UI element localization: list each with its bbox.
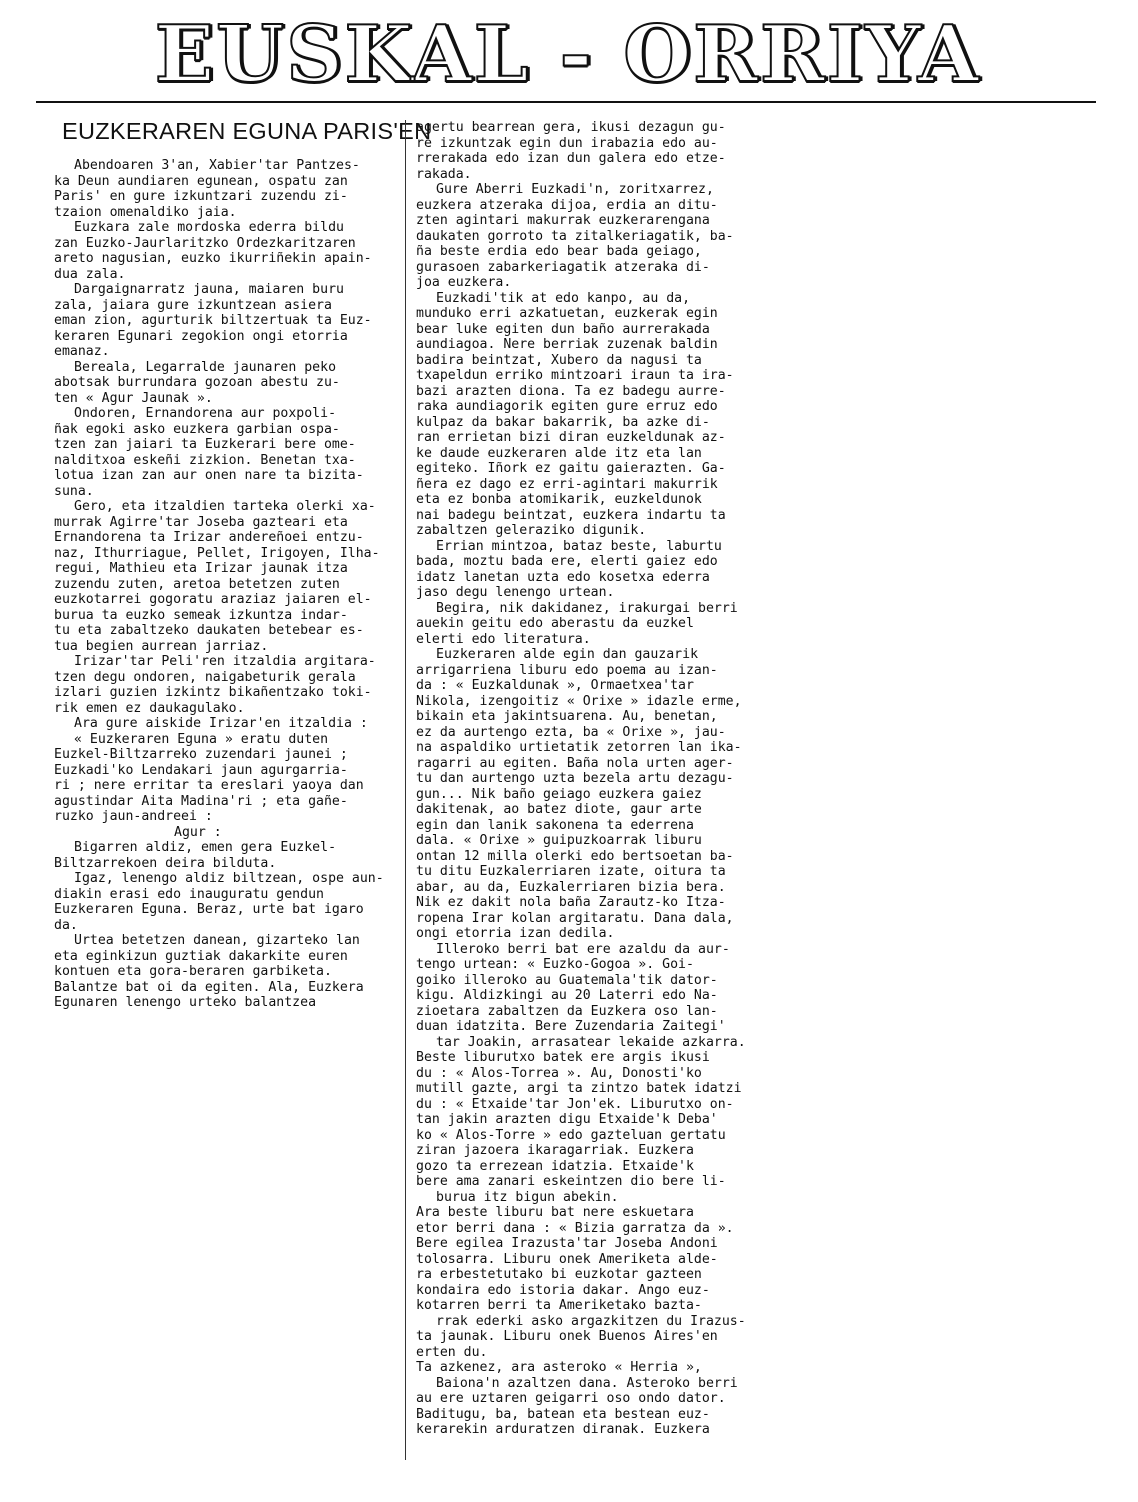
text-line: jaso degu lenengo urtean. bbox=[416, 585, 615, 600]
text-line: tar Joakin, arrasatear lekaide azkarra. bbox=[436, 1034, 746, 1050]
text-line: Gero, eta itzaldien tarteka olerki xa- bbox=[74, 499, 376, 514]
text-line: Bere egilea Irazusta'tar Joseba Andoni bbox=[416, 1236, 718, 1251]
text-line: Euzkeraren Eguna. Beraz, urte bat igaro bbox=[54, 902, 364, 917]
text-line: zuzendu zuten, aretoa betetzen zuten bbox=[54, 576, 340, 592]
text-line: kondaira edo istoria dakar. Ango euz- bbox=[416, 1282, 710, 1298]
text-line: agertu bearrean gera, ikusi dezagun gu- bbox=[416, 120, 726, 135]
text-line: nai badegu beintzat, euzkera indartu ta bbox=[416, 507, 726, 523]
text-line: rrak ederki asko argazkitzen du Irazus- bbox=[436, 1313, 746, 1329]
text-line: duan idatzita. Bere Zuzendaria Zaitegi' bbox=[416, 1019, 726, 1034]
text-line: idatz lanetan uzta edo kosetxa ederra bbox=[416, 569, 710, 585]
left-column-text bbox=[54, 158, 390, 1011]
text-line: na aspaldiko urtietatik zetorren lan ika- bbox=[416, 740, 742, 755]
text-line: erten du. bbox=[416, 1344, 488, 1360]
text-line: diakin erasi edo inauguratu gendun bbox=[54, 886, 324, 902]
text-line: ke daude euzkeraren alde itz eta lan bbox=[416, 445, 702, 461]
text-line: Abendoaren 3'an, Xabier'tar Pantzes- bbox=[74, 158, 360, 173]
text-line: joa euzkera. bbox=[416, 275, 512, 290]
text-line: ta jaunak. Liburu onek Buenos Aires'en bbox=[416, 1329, 718, 1344]
text-line: re izkuntzak egin dun irabazia edo au- bbox=[416, 135, 718, 151]
text-line: kerarekin arduratzen diranak. Euzkera bbox=[416, 1422, 710, 1437]
text-line: goiko illeroko au Guatemala'tik dator- bbox=[416, 972, 718, 988]
text-line: munduko erri azkatuetan, euzkerak egin bbox=[416, 306, 718, 321]
masthead-title: EUSKAL - ORRIYA bbox=[154, 9, 981, 100]
text-line: Ara beste liburu bat nere eskuetara bbox=[416, 1205, 694, 1220]
text-line: badira beintzat, Xubero da nagusi ta bbox=[416, 352, 702, 368]
text-line: burua ta euzko semeak izkuntza indar- bbox=[54, 607, 348, 623]
text-line: ko « Alos-Torre » edo gazteluan gertatu bbox=[416, 1127, 726, 1143]
text-line: regui, Mathieu eta Irizar jaunak itza bbox=[54, 561, 348, 576]
text-line: auekin geitu edo aberastu da euzkel bbox=[416, 616, 694, 631]
text-line: Euzkadi'ko Lendakari jaun agurgarria- bbox=[54, 762, 348, 778]
text-line: areto nagusian, euzko ikurriñekin apain- bbox=[54, 251, 372, 266]
text-line: da. bbox=[54, 917, 78, 933]
text-line: Ta azkenez, ara asteroko « Herria », bbox=[416, 1360, 702, 1375]
text-line: tzaion omenaldiko jaia. bbox=[54, 204, 237, 220]
text-line: agustindar Aita Madina'ri ; eta gañe- bbox=[54, 793, 348, 809]
text-line: ka Deun aundiaren egunean, ospatu zan bbox=[54, 173, 348, 189]
text-line: kulpaz da bakar bakarrik, ba azke di- bbox=[416, 414, 710, 430]
text-line: zioetara zabaltzen da Euzkera oso lan- bbox=[416, 1003, 718, 1019]
text-line: tolosarra. Liburu onek Ameriketa alde- bbox=[416, 1251, 718, 1267]
text-line: ten « Agur Jaunak ». bbox=[54, 390, 213, 406]
text-line: Irizar'tar Peli'ren itzaldia argitara- bbox=[74, 654, 376, 669]
text-line: keraren Egunari zegokion ongi etorria bbox=[54, 328, 348, 344]
text-line: egiteko. Iñork ez gaitu gaierazten. Ga- bbox=[416, 461, 726, 476]
text-line: ñera ez dago ez erri-agintari makurrik bbox=[416, 476, 718, 492]
text-line: Beste liburutxo batek ere argis ikusi bbox=[416, 1050, 710, 1065]
text-line: egin dan lanik sakonena ta ederrena bbox=[416, 817, 694, 833]
text-line: Ernandorena ta Irizar andereñoei entzu- bbox=[54, 530, 364, 545]
text-line: ñak egoki asko euzkera garbian ospa- bbox=[54, 421, 340, 437]
text-line: ri ; nere erritar ta ereslari yaoya dan bbox=[54, 778, 364, 793]
text-line: tua begien aurrean jarriaz. bbox=[54, 638, 269, 654]
text-line: etor berri dana : « Bizia garratza da ». bbox=[416, 1220, 734, 1236]
article-title: EUZKERAREN EGUNA PARIS'EN bbox=[62, 118, 432, 144]
text-line: lotua izan zan aur onen nare ta bizita- bbox=[54, 468, 364, 483]
text-line: Euzkel-Biltzarreko zuzendari jaunei ; bbox=[54, 747, 348, 762]
text-line: Errian mintzoa, bataz beste, laburtu bbox=[436, 538, 722, 554]
text-line: rakada. bbox=[416, 166, 472, 182]
text-line: izlari guzien izkintz bikañentzako toki- bbox=[54, 685, 372, 700]
text-line: ra erbestetutako bi euzkotar gazteen bbox=[416, 1267, 702, 1282]
text-line: emanaz. bbox=[54, 344, 110, 359]
text-line: bear luke egiten dun baño aurrerakada bbox=[416, 321, 710, 337]
column-divider bbox=[405, 120, 406, 1460]
text-line: Ara gure aiskide Irizar'en itzaldia : bbox=[74, 716, 368, 731]
text-line: gun... Nik baño geiago euzkera gaiez bbox=[416, 786, 702, 802]
text-line: da : « Euzkaldunak », Ormaetxea'tar bbox=[416, 678, 694, 693]
text-line: Euzkadi'tik at edo kanpo, au da, bbox=[436, 290, 691, 306]
text-line: tu ditu Euzkalerriaren izate, oitura ta bbox=[416, 864, 726, 879]
text-line: Euzkeraren alde egin dan gauzarik bbox=[436, 647, 699, 662]
text-line: euzkera atzeraka dijoa, erdia an ditu- bbox=[416, 197, 718, 213]
text-line: Agur : bbox=[174, 824, 222, 840]
text-line: kotarren berri ta Ameriketako bazta- bbox=[416, 1298, 702, 1313]
text-line: tengo urtean: « Euzko-Gogoa ». Goi- bbox=[416, 957, 694, 972]
text-line: rrerakada edo izan dun galera edo etze- bbox=[416, 151, 726, 166]
text-line: mutill gazte, argi ta zintzo batek idatzi bbox=[416, 1081, 742, 1096]
text-line: zten agintari makurrak euzkerarengana bbox=[416, 213, 710, 228]
text-line: zan Euzko-Jaurlaritzko Ordezkaritzaren bbox=[54, 235, 356, 251]
text-line: tzen degu ondoren, naigabeturik gerala bbox=[54, 669, 356, 685]
text-line: Biltzarrekoen deira bilduta. bbox=[54, 855, 277, 871]
text-line: au ere uztaren geigarri oso ondo dator. bbox=[416, 1391, 726, 1406]
text-line: tzen zan jaiari ta Euzkerari bere ome- bbox=[54, 437, 356, 452]
text-line: dua zala. bbox=[54, 266, 126, 282]
text-line: zabaltzen gelerazikо digunik. bbox=[416, 523, 647, 538]
text-line: eta eginkizun guztiak dakarkite euren bbox=[54, 948, 348, 964]
text-line: Gure Aberri Euzkadi'n, zoritxarrez, bbox=[436, 182, 714, 197]
text-line: Bigarren aldiz, emen gera Euzkel- bbox=[74, 840, 337, 855]
text-line: aundiagoa. Nere berriak zuzenak baldin bbox=[416, 337, 718, 352]
text-line: kigu. Aldizkingi au 20 Laterri edo Na- bbox=[416, 988, 718, 1003]
text-line: Igaz, lenengo aldiz biltzean, ospe aun- bbox=[74, 871, 384, 886]
text-line: tan jakin arazten digu Etxaide'k Deba' bbox=[416, 1112, 718, 1127]
left-column bbox=[54, 116, 432, 1011]
text-line: ongi etorria izan dedila. bbox=[416, 926, 615, 941]
text-line: ziran jazoera ikaragarriak. Euzkera bbox=[416, 1143, 694, 1158]
text-line: murrak Agirre'tar Joseba gazteari eta bbox=[54, 514, 348, 530]
text-line: euzkotarrei gogoratu araziaz jaiaren el- bbox=[54, 592, 372, 607]
text-line: Illeroko berri bat ere azaldu da aur- bbox=[436, 941, 730, 957]
text-line: gurasoen zabarkeriagatik atzeraka di- bbox=[416, 259, 710, 275]
text-line: Balantze bat oi da egiten. Ala, Euzkera bbox=[54, 979, 364, 995]
text-line: tu eta zabaltzeko daukaten betebear es- bbox=[54, 623, 364, 638]
text-line: Nikola, izengoitiz « Orixe » idazle erme, bbox=[416, 693, 742, 709]
text-line: ez da aurtengo ezta, ba « Orixe », jau- bbox=[416, 724, 726, 740]
text-line: dala. « Orixe » guipuzkoarrak liburu bbox=[416, 833, 702, 848]
text-line: ragarri au egiten. Baña nola urten ager- bbox=[416, 755, 734, 771]
text-line: ropena Irar kolan argitaratu. Dana dala, bbox=[416, 910, 734, 926]
text-line: bikain eta jakintsuarena. Au, benetan, bbox=[416, 709, 718, 724]
text-line: « Euzkeraren Eguna » eratu duten bbox=[74, 731, 329, 747]
right-column bbox=[416, 120, 766, 1438]
text-line: bazi arazten diona. Ta ez badegu aurre- bbox=[416, 383, 726, 399]
text-line: arrigarriena liburu edo poema au izan- bbox=[416, 662, 718, 678]
text-line: Baditugu, ba, batean eta bestean euz- bbox=[416, 1406, 710, 1422]
text-line: dakitenak, ao batez diote, gaur arte bbox=[416, 802, 702, 817]
text-line: elerti edo literatura. bbox=[416, 631, 591, 647]
text-line: Urtea betetzen danean, gizarteko lan bbox=[74, 933, 360, 948]
text-line: ran errietan bizi diran euzkeldunak az- bbox=[416, 430, 726, 445]
text-line: gozo ta errezean idatzia. Etxaide'k bbox=[416, 1158, 694, 1174]
text-line: du : « Etxaide'tar Jon'ek. Liburutxo on- bbox=[416, 1096, 734, 1112]
text-line: naz, Ithurriague, Pellet, Irigoyen, Ilha- bbox=[54, 545, 380, 561]
text-line: Nik ez dakit nola baña Zarautz-ko Itza- bbox=[416, 895, 726, 910]
text-line: abotsak burrundara gozoan abestu zu- bbox=[54, 375, 340, 390]
text-line: bere ama zanari eskeintzen dio bere li- bbox=[416, 1174, 726, 1189]
right-column-text bbox=[416, 120, 766, 1438]
text-line: kontuen eta gora-beraren garbiketa. bbox=[54, 964, 332, 979]
text-line: suna. bbox=[54, 483, 94, 499]
text-line: du : « Alos-Torrea ». Au, Donosti'ko bbox=[416, 1065, 702, 1081]
text-line: Begira, nik dakidanez, irakurgai berri bbox=[436, 600, 738, 616]
text-line: Euzkara zale mordoska ederra bildu bbox=[74, 220, 344, 235]
text-line: ruzko jaun-andreei : bbox=[54, 809, 213, 824]
text-line: rik emen ez daukagulako. bbox=[54, 700, 245, 716]
masthead-rule bbox=[36, 101, 1096, 103]
text-line: Dargaignarratz jauna, maiaren buru bbox=[74, 282, 344, 297]
text-line: burua itz bigun abekin. bbox=[436, 1189, 619, 1205]
text-line: Ondoren, Ernandorena aur poxpoli- bbox=[74, 406, 337, 421]
text-line: zala, jaiara gure izkuntzean asiera bbox=[54, 297, 332, 313]
text-line: eta ez bonba atomikarik, euzkeldunok bbox=[416, 492, 702, 507]
text-line: txapeldun erriko mintzoari iraun ta ira- bbox=[416, 368, 734, 383]
text-line: ña beste erdia edo bear bada geiago, bbox=[416, 244, 702, 259]
text-line: Egunaren lenengo urteko balantzea bbox=[54, 995, 317, 1010]
text-line: daukaten gorroto ta zitalkeriagatik, ba- bbox=[416, 228, 734, 244]
text-line: Baiona'n azaltzen dana. Asteroko berri bbox=[436, 1375, 738, 1391]
text-line: ontan 12 milla olerki edo bertsoetan ba- bbox=[416, 848, 734, 864]
text-line: Paris' en gure izkuntzari zuzendu zi- bbox=[54, 189, 348, 204]
text-line: eman zion, agurturik biltzertuak ta Euz- bbox=[54, 313, 372, 328]
text-line: raka aundiagorik egiten gure erruz edo bbox=[416, 399, 718, 414]
text-line: Bereala, Legarralde jaunaren peko bbox=[74, 359, 337, 375]
text-line: abar, au da, Euzkalerriaren bizia bera. bbox=[416, 879, 726, 895]
text-line: bada, moztu bada ere, elerti gaiez edo bbox=[416, 554, 718, 569]
text-line: nalditxoa eskeñi zizkion. Benetan txa- bbox=[54, 452, 356, 468]
text-line: tu dan aurtengo uzta bezela artu dezagu- bbox=[416, 771, 734, 786]
